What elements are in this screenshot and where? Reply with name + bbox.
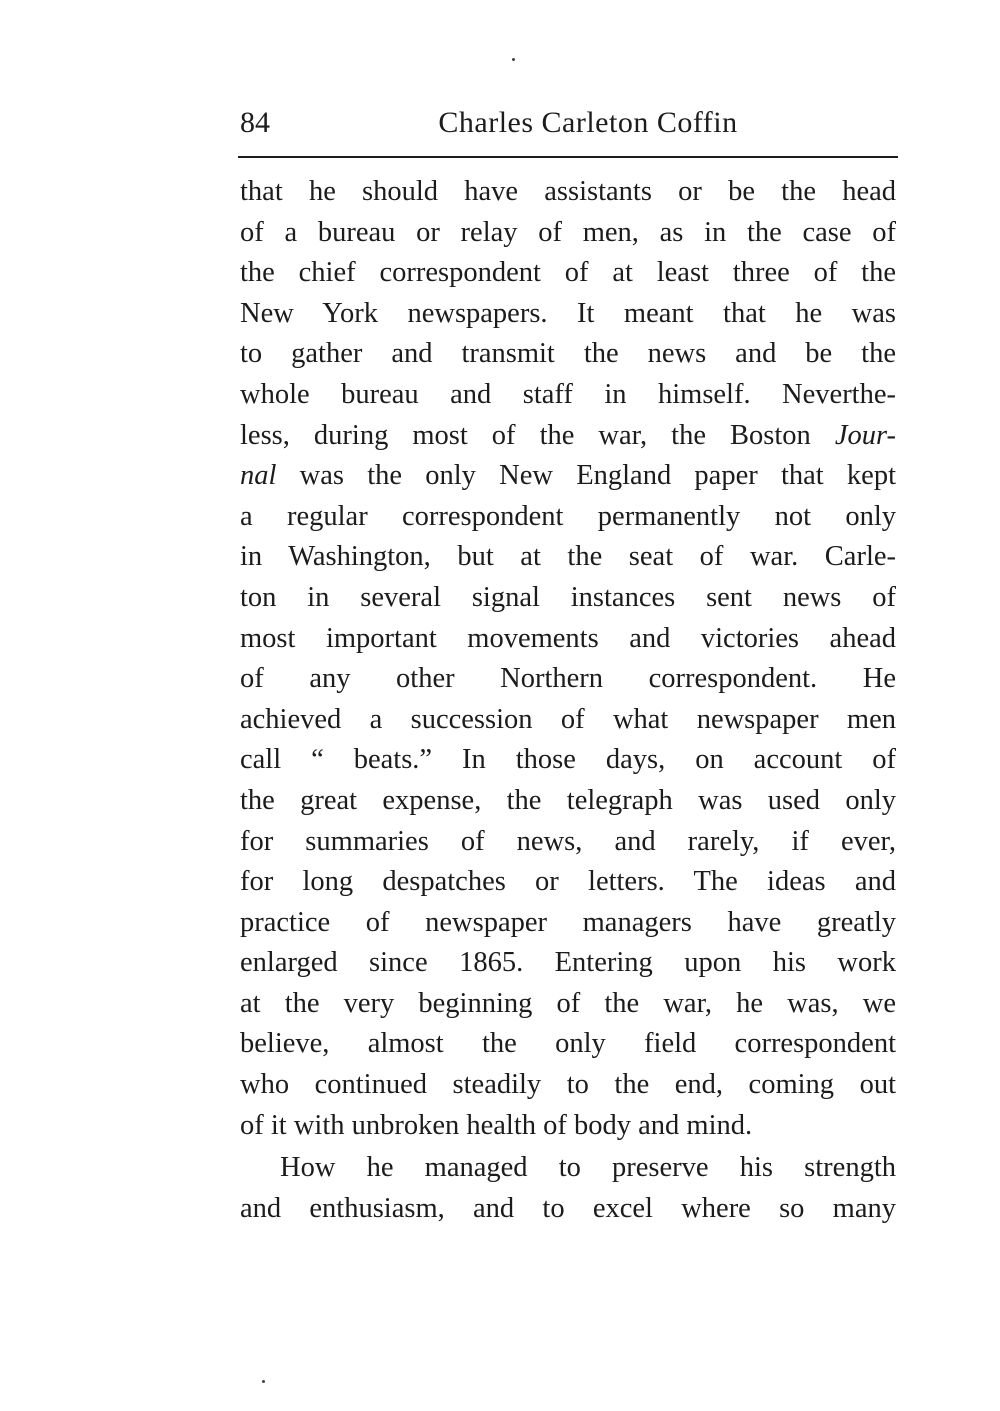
text-line: How he managed to preserve his strength: [280, 1152, 896, 1184]
text-line: and enthusiasm, and to excel where so many: [240, 1192, 896, 1224]
text-line: believe, almost the only field correspondent: [240, 1028, 896, 1060]
text-line: for long despatches or letters. The ideas and: [240, 866, 896, 898]
text-segment: was the only New England paper that kept: [276, 460, 896, 492]
text-line: whole bureau and staff in himself. Neverthe-: [240, 378, 896, 410]
text-line: most important movements and victories ahead: [240, 622, 896, 654]
text-line: to gather and transmit the news and be the: [240, 338, 896, 370]
text-line: for summaries of news, and rarely, if ever,: [240, 825, 896, 857]
text-line: call “ beats.” In those days, on account of: [240, 744, 896, 776]
page-number: 84: [240, 106, 270, 139]
text-line: enlarged since 1865. Entering upon his work: [240, 947, 896, 979]
italic-title: nal: [240, 460, 277, 492]
text-segment: less, during most of the war, the Boston: [240, 419, 835, 451]
page-speck: [262, 1380, 265, 1383]
italic-title: Jour-: [834, 419, 896, 451]
text-line: who continued steadily to the end, coming out: [240, 1069, 896, 1101]
text-line: of it with unbroken health of body and mind.: [240, 1109, 753, 1141]
text-line: of a bureau or relay of men, as in the case of: [240, 216, 896, 248]
text-line: [240, 416, 896, 457]
running-header: [240, 100, 896, 150]
text-line: in Washington, but at the seat of war. Carle-: [240, 541, 896, 573]
body-text: [240, 172, 896, 1229]
text-line: [240, 456, 896, 497]
text-line: the chief correspondent of at least three of the: [240, 257, 896, 289]
text-line: New York newspapers. It meant that he was: [240, 297, 896, 329]
text-line: achieved a succession of what newspaper men: [240, 703, 896, 735]
text-line: practice of newspaper managers have greatly: [240, 906, 896, 938]
text-line: ton in several signal instances sent news of: [240, 581, 896, 613]
text-line: the great expense, the telegraph was used only: [240, 784, 896, 816]
running-title: Charles Carleton Coffin: [438, 106, 738, 139]
page-speck: [512, 58, 515, 61]
text-line: a regular correspondent permanently not only: [240, 500, 896, 532]
text-line: at the very beginning of the war, he was, we: [240, 987, 896, 1019]
text-line: of any other Northern correspondent. He: [240, 663, 896, 695]
text-line: that he should have assistants or be the head: [240, 176, 896, 207]
header-rule: [238, 156, 898, 158]
